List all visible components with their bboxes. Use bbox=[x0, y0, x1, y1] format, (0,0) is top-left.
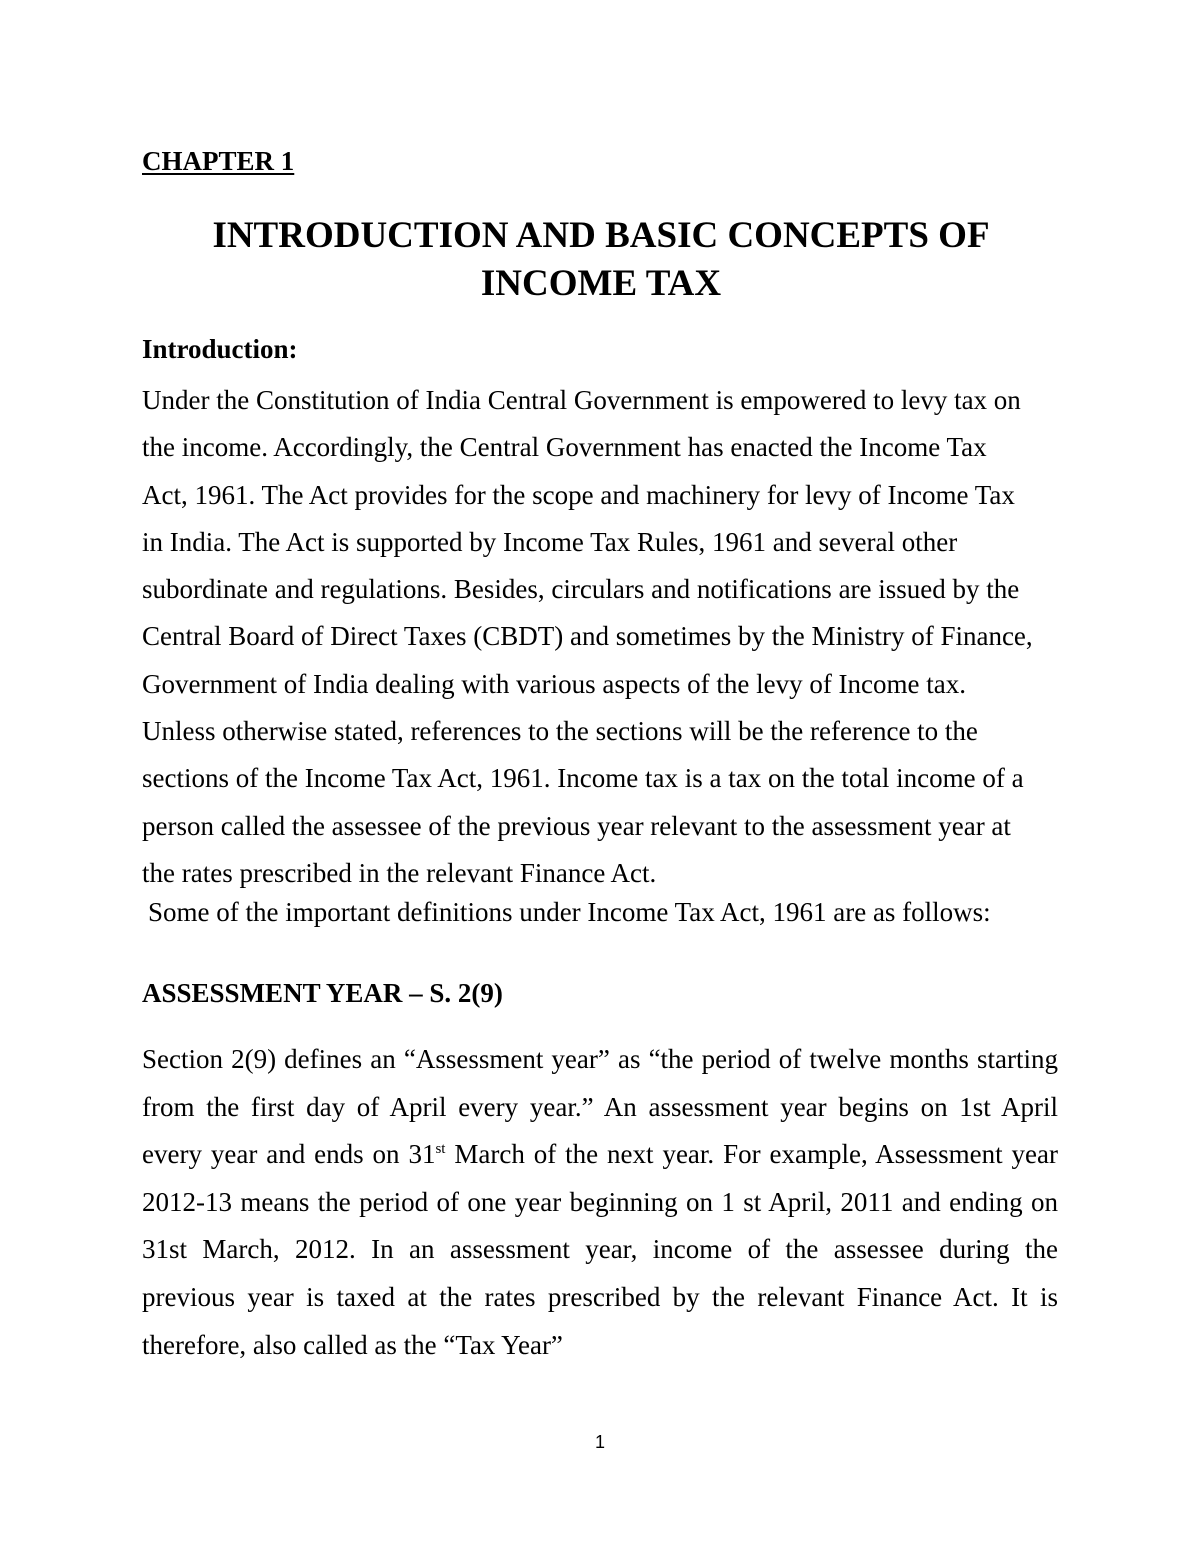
assessment-year-paragraph bbox=[142, 1036, 1058, 1369]
ordinal-superscript: st bbox=[435, 1141, 446, 1158]
paragraph-line: Section 2(9) defines an “Assessment year” as “the period of twelve months starting bbox=[142, 1044, 1058, 1074]
chapter-title: INTRODUCTION AND BASIC CONCEPTS OF INCOME TAX bbox=[212, 215, 990, 304]
paragraph-line: from the first day of April every year.” An assessment year begins on 1st April bbox=[142, 1091, 1058, 1122]
chapter-label: CHAPTER 1 bbox=[142, 146, 295, 176]
page-number: 1 bbox=[594, 1432, 605, 1452]
paragraph-line: Central Board of Direct Taxes (CBDT) and sometimes by the Ministry of Finance, bbox=[142, 621, 1033, 652]
paragraph-line: previous year is taxed at the rates prescribed by the relevant Finance Act. It is bbox=[142, 1281, 1058, 1312]
paragraph-line: therefore, also called as the “Tax Year” bbox=[142, 1329, 563, 1360]
definitions-intro: Some of the important definitions under Income Tax Act, 1961 are as follows: bbox=[148, 897, 991, 927]
assessment-year-heading: ASSESSMENT YEAR – S. 2(9) bbox=[142, 978, 503, 1008]
paragraph-line: Act, 1961. The Act provides for the scope and machinery for levy of Income Tax bbox=[142, 479, 1015, 510]
paragraph-line: 2012-13 means the period of one year beginning on 1 st April, 2011 and ending on bbox=[142, 1186, 1058, 1217]
paragraph-line: Unless otherwise stated, references to the sections will be the reference to the bbox=[142, 716, 978, 747]
line-text: March of the next year. For example, Assessment year bbox=[445, 1139, 1058, 1170]
paragraph-line: 31st March, 2012. In an assessment year, income of the assessee during the bbox=[142, 1234, 1058, 1265]
paragraph-line: subordinate and regulations. Besides, circulars and notifications are issued by the bbox=[142, 574, 1020, 605]
paragraph-line: Under the Constitution of India Central Government is empowered to levy tax on bbox=[142, 385, 1021, 415]
line-text: every year and ends on 31 bbox=[142, 1139, 436, 1170]
introduction-paragraph bbox=[142, 377, 1058, 897]
paragraph-line: sections of the Income Tax Act, 1961. Income tax is a tax on the total income of a bbox=[142, 763, 1024, 794]
introduction-heading: Introduction: bbox=[142, 334, 298, 364]
paragraph-line: the income. Accordingly, the Central Government has enacted the Income Tax bbox=[142, 432, 987, 463]
paragraph-line: the rates prescribed in the relevant Finance Act. bbox=[142, 857, 657, 888]
paragraph-line: Government of India dealing with various aspects of the levy of Income tax. bbox=[142, 668, 967, 699]
paragraph-line bbox=[142, 1131, 1058, 1179]
paragraph-line: in India. The Act is supported by Income Tax Rules, 1961 and several other bbox=[142, 526, 958, 557]
paragraph-line: person called the assessee of the previous year relevant to the assessment year at bbox=[142, 810, 1011, 841]
